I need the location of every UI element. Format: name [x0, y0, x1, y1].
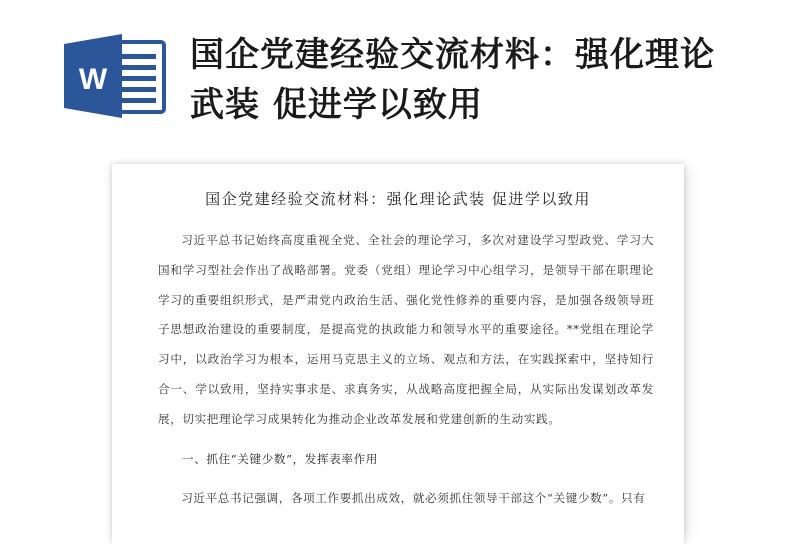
- microsoft-word-icon: [64, 34, 170, 118]
- document-page: [112, 164, 684, 544]
- document-paragraph: 习近平总书记始终高度重视全党、全社会的理论学习，多次对建设学习型政党、学习大国和学习型社会作出了战略部署。党委（党组）理论学习中心组学习，是领导干部在职理论学习的重要组织形式，是严肃党内政治生活、强化党性修养的重要内容，是加强各级领导班子思想政治建设的重要制度，是提高党的执政能力和领导水平的重要途径。**党组在理论学习中，以政治学习为根本，运用马克思主义的立场、观点和方法，在实践探索中，坚持知行合一、学以致用，坚持实事求是、求真务实，从战略高度把握全局，从实际出发谋划改革发展，切实把理论学习成果转化为推动企业改革发展和党建创新的生动实践。: [158, 233, 654, 426]
- word-logo-letter: W: [78, 63, 108, 96]
- document-paragraph: 习近平总书记强调，各项工作要抓出成效，就必须抓住领导干部这个“关键少数”。只有: [181, 491, 646, 505]
- header-banner: [0, 0, 800, 150]
- section-heading: 一、抓住“关键少数”，发挥表率作用: [182, 452, 378, 466]
- document-title: 国企党建经验交流材料：强化理论武装 促进学以致用: [205, 190, 591, 208]
- page-title: 国企党建经验交流材料：强化理论武装 促进学以致用: [190, 35, 715, 125]
